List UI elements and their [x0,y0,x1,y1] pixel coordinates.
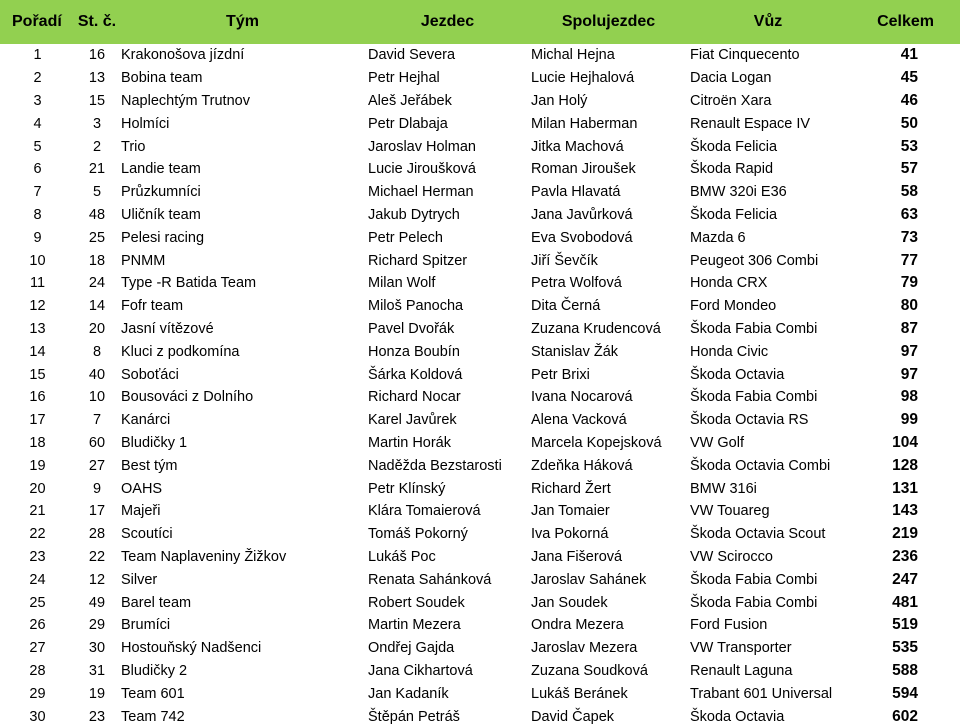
total-cell: 481 [892,593,918,611]
rank-cell: 29 [29,685,46,702]
driver-cell: Lukáš Poc [368,548,436,565]
total-cell: 79 [900,274,918,292]
start-number-cell: 24 [88,275,106,292]
car-cell: Ford Fusion [690,617,768,634]
table-row [0,135,960,158]
table-row [0,682,960,705]
table-row [0,477,960,500]
total-cell: 588 [892,661,918,679]
driver-cell: Renata Sahánková [368,571,492,588]
header-total: Celkem [877,13,934,30]
rank-cell: 17 [29,412,46,429]
start-number-cell: 28 [88,526,106,543]
driver-cell: David Severa [368,47,456,64]
team-cell: Scoutíci [121,526,173,543]
team-cell: Landie team [121,161,201,178]
start-number-cell: 13 [88,70,106,87]
codriver-cell: Zuzana Soudková [531,662,648,679]
codriver-cell: Jan Tomaier [531,503,610,520]
rank-cell: 4 [33,115,42,132]
table-row [0,249,960,272]
total-cell: 41 [900,46,918,64]
start-number-cell: 14 [88,298,106,315]
total-cell: 58 [900,183,918,201]
team-cell: Hostouňský Nadšenci [121,640,262,657]
car-cell: Škoda Fabia Combi [690,571,818,588]
driver-cell: Aleš Jeřábek [368,92,452,109]
codriver-cell: Michal Hejna [531,47,615,64]
total-cell: 143 [892,502,918,520]
codriver-cell: Roman Jiroušek [531,161,636,178]
header-car: Vůz [753,13,783,30]
car-cell: VW Scirocco [690,548,773,565]
team-cell: Team 742 [121,708,185,725]
total-cell: 602 [892,707,918,725]
team-cell: Naplechtým Trutnov [121,92,250,109]
codriver-cell: Petra Wolfová [531,275,622,292]
table-row [0,454,960,477]
codriver-cell: Jaroslav Sahánek [531,571,647,588]
team-cell: Barel team [121,594,192,611]
start-number-cell: 15 [88,92,106,109]
start-number-cell: 20 [88,320,106,337]
codriver-cell: Eva Svobodová [531,229,633,246]
table-header [0,0,960,44]
codriver-cell: Zuzana Krudencová [531,320,661,337]
driver-cell: Robert Soudek [368,594,465,611]
car-cell: Renault Laguna [690,662,793,679]
car-cell: Honda Civic [690,343,769,360]
total-cell: 97 [900,365,918,383]
start-number-cell: 10 [88,389,106,406]
codriver-cell: Jan Holý [531,92,588,109]
driver-cell: Martin Mezera [368,617,461,634]
start-number-cell: 17 [88,503,106,520]
start-number-cell: 40 [88,366,106,383]
driver-cell: Tomáš Pokorný [368,526,468,543]
start-number-cell: 27 [88,457,106,474]
car-cell: BMW 320i E36 [690,184,787,201]
codriver-cell: Lucie Hejhalová [531,70,635,87]
team-cell: Průzkumníci [121,184,201,201]
codriver-cell: Stanislav Žák [531,343,619,360]
table-row [0,614,960,637]
team-cell: Bludičky 1 [121,434,188,451]
total-cell: 45 [900,69,918,87]
start-number-cell: 21 [88,161,106,178]
start-number-cell: 18 [88,252,106,269]
codriver-cell: Jana Javůrková [531,206,633,223]
rank-cell: 1 [33,47,42,64]
start-number-cell: 31 [88,662,106,679]
car-cell: BMW 316i [690,480,757,497]
team-cell: Uličník team [121,206,201,223]
driver-cell: Jan Kadaník [368,685,449,702]
total-cell: 98 [900,388,918,406]
car-cell: VW Transporter [690,640,792,657]
header-rank: Pořadí [12,13,62,30]
start-number-cell: 8 [92,343,102,360]
start-number-cell: 16 [88,47,106,64]
table-row [0,546,960,569]
rank-cell: 3 [33,92,42,109]
table-row [0,568,960,591]
car-cell: Trabant 601 Universal [690,685,833,702]
car-cell: Dacia Logan [690,70,772,87]
start-number-cell: 49 [88,594,106,611]
header-row [0,0,960,44]
table-row [0,705,960,728]
total-cell: 128 [892,456,918,474]
start-number-cell: 25 [88,229,106,246]
rank-cell: 2 [33,70,42,87]
driver-cell: Petr Dlabaja [368,115,448,132]
codriver-cell: Dita Černá [531,298,601,315]
driver-cell: Miloš Panocha [368,298,464,315]
driver-cell: Jana Cikhartová [368,662,473,679]
total-cell: 99 [900,411,918,429]
codriver-cell: David Čapek [531,708,615,725]
total-cell: 236 [892,547,918,565]
rank-cell: 19 [29,457,46,474]
driver-cell: Jaroslav Holman [368,138,476,155]
table-row [0,44,960,67]
rank-cell: 9 [33,229,42,246]
team-cell: Pelesi racing [121,229,205,246]
table-row [0,204,960,227]
table-row [0,340,960,363]
total-cell: 57 [900,160,918,178]
car-cell: Škoda Octavia RS [690,412,809,429]
header-codriver: Spolujezdec [561,13,656,30]
car-cell: Škoda Felicia [690,206,778,223]
driver-cell: Petr Klínský [368,480,446,497]
rank-cell: 10 [29,252,46,269]
driver-cell: Jakub Dytrych [368,206,460,223]
codriver-cell: Pavla Hlavatá [531,184,621,201]
codriver-cell: Lukáš Beránek [531,685,628,702]
codriver-cell: Jaroslav Mezera [531,640,638,657]
car-cell: Citroën Xara [690,92,772,109]
team-cell: Jasní vítězové [121,320,214,337]
table-row [0,660,960,683]
table-row [0,295,960,318]
rank-cell: 6 [33,161,42,178]
table-row [0,318,960,341]
start-number-cell: 19 [88,685,106,702]
total-cell: 50 [900,114,918,132]
team-cell: PNMM [121,252,166,269]
driver-cell: Martin Horák [368,434,451,451]
team-cell: Bousováci z Dolního [121,389,254,406]
driver-cell: Richard Nocar [368,389,461,406]
rank-cell: 21 [29,503,46,520]
table-row [0,363,960,386]
start-number-cell: 5 [92,184,102,201]
start-number-cell: 7 [92,412,102,429]
rank-cell: 26 [29,617,46,634]
driver-cell: Michael Herman [368,184,474,201]
total-cell: 63 [900,205,918,223]
team-cell: Bobina team [121,70,203,87]
table-row [0,90,960,113]
total-cell: 104 [892,433,918,451]
rank-cell: 8 [33,206,42,223]
rank-cell: 13 [29,320,46,337]
team-cell: Team 601 [121,685,185,702]
driver-cell: Klára Tomaierová [368,503,481,520]
rank-cell: 20 [29,480,46,497]
rank-cell: 22 [29,526,46,543]
total-cell: 46 [900,91,918,109]
table-row [0,158,960,181]
team-cell: Trio [121,138,146,155]
codriver-cell: Ivana Nocarová [531,389,633,406]
total-cell: 535 [892,639,918,657]
driver-cell: Naděžda Bezstarosti [368,457,502,474]
total-cell: 77 [900,251,918,269]
codriver-cell: Jitka Machová [531,138,624,155]
codriver-cell: Alena Vacková [531,412,627,429]
table-row [0,67,960,90]
rank-cell: 25 [29,594,46,611]
car-cell: Škoda Fabia Combi [690,389,818,406]
start-number-cell: 22 [88,548,106,565]
team-cell: Krakonošova jízdní [121,47,245,64]
rank-cell: 12 [29,298,46,315]
rank-cell: 30 [29,708,46,725]
car-cell: Mazda 6 [690,229,746,246]
team-cell: Bludičky 2 [121,662,188,679]
codriver-cell: Milan Haberman [531,115,638,132]
start-number-cell: 60 [88,434,106,451]
car-cell: Škoda Felicia [690,138,778,155]
start-number-cell: 29 [88,617,106,634]
team-cell: Silver [121,571,158,588]
driver-cell: Richard Spitzer [368,252,468,269]
driver-cell: Karel Javůrek [368,412,457,429]
team-cell: Soboťáci [121,366,179,383]
header-start-number: St. č. [77,13,117,30]
total-cell: 87 [900,319,918,337]
codriver-cell: Jana Fišerová [531,548,623,565]
table-row [0,432,960,455]
table-body [0,44,960,728]
total-cell: 131 [892,479,918,497]
codriver-cell: Iva Pokorná [531,526,609,543]
car-cell: Honda CRX [690,275,768,292]
codriver-cell: Jan Soudek [531,594,608,611]
team-cell: Kanárci [121,412,171,429]
header-driver: Jezdec [420,13,475,30]
start-number-cell: 2 [92,138,102,155]
driver-cell: Ondřej Gajda [368,640,455,657]
car-cell: Ford Mondeo [690,298,777,315]
team-cell: Team Naplaveniny Žižkov [121,548,287,565]
rank-cell: 24 [29,571,46,588]
codriver-cell: Marcela Kopejsková [531,434,662,451]
car-cell: Fiat Cinquecento [690,47,800,64]
car-cell: Renault Espace IV [690,115,811,132]
table-row [0,112,960,135]
codriver-cell: Richard Žert [531,480,611,497]
driver-cell: Milan Wolf [368,275,436,292]
driver-cell: Petr Pelech [368,229,443,246]
total-cell: 594 [892,684,918,702]
total-cell: 219 [892,525,918,543]
table-row [0,181,960,204]
team-cell: Brumíci [121,617,171,634]
total-cell: 247 [892,570,918,588]
rank-cell: 23 [29,548,46,565]
car-cell: Škoda Fabia Combi [690,320,818,337]
driver-cell: Štěpán Petráš [368,708,460,725]
car-cell: Škoda Fabia Combi [690,594,818,611]
car-cell: Škoda Octavia [690,708,785,725]
table-row [0,523,960,546]
team-cell: Fofr team [121,298,184,315]
team-cell: Holmíci [121,115,170,132]
rank-cell: 28 [29,662,46,679]
car-cell: Škoda Rapid [690,161,774,178]
team-cell: Kluci z podkomína [121,343,240,360]
rank-cell: 14 [29,343,46,360]
driver-cell: Honza Boubín [368,343,460,360]
codriver-cell: Zdeňka Háková [531,457,633,474]
header-team: Tým [226,13,259,30]
table-row [0,272,960,295]
start-number-cell: 23 [88,708,106,725]
driver-cell: Petr Hejhal [368,70,440,87]
table-row [0,409,960,432]
car-cell: Škoda Octavia [690,366,785,383]
table-row [0,500,960,523]
rank-cell: 16 [29,389,46,406]
total-cell: 80 [900,297,918,315]
car-cell: Peugeot 306 Combi [690,252,819,269]
car-cell: Škoda Octavia Scout [690,526,826,543]
rank-cell: 5 [33,138,42,155]
car-cell: VW Touareg [690,503,770,520]
start-number-cell: 3 [92,115,102,132]
rank-cell: 15 [29,366,46,383]
driver-cell: Pavel Dvořák [368,320,455,337]
driver-cell: Šárka Koldová [368,366,463,383]
codriver-cell: Petr Brixi [531,366,590,383]
table-row [0,226,960,249]
start-number-cell: 30 [88,640,106,657]
car-cell: VW Golf [690,434,744,451]
rank-cell: 11 [29,275,46,292]
team-cell: Majeři [121,503,161,520]
team-cell: Best tým [121,457,178,474]
total-cell: 97 [900,342,918,360]
team-cell: OAHS [121,480,163,497]
table-row [0,386,960,409]
table-row [0,637,960,660]
start-number-cell: 12 [88,571,106,588]
total-cell: 73 [900,228,918,246]
team-cell: Type -R Batida Team [121,275,257,292]
rank-cell: 7 [33,184,42,201]
codriver-cell: Ondra Mezera [531,617,624,634]
rank-cell: 27 [29,640,46,657]
table-row [0,591,960,614]
car-cell: Škoda Octavia Combi [690,457,831,474]
total-cell: 53 [900,137,918,155]
codriver-cell: Jiří Ševčík [531,252,598,269]
rank-cell: 18 [29,434,46,451]
driver-cell: Lucie Jiroušková [368,161,476,178]
start-number-cell: 48 [88,206,106,223]
total-cell: 519 [892,616,918,634]
start-number-cell: 9 [92,480,102,497]
